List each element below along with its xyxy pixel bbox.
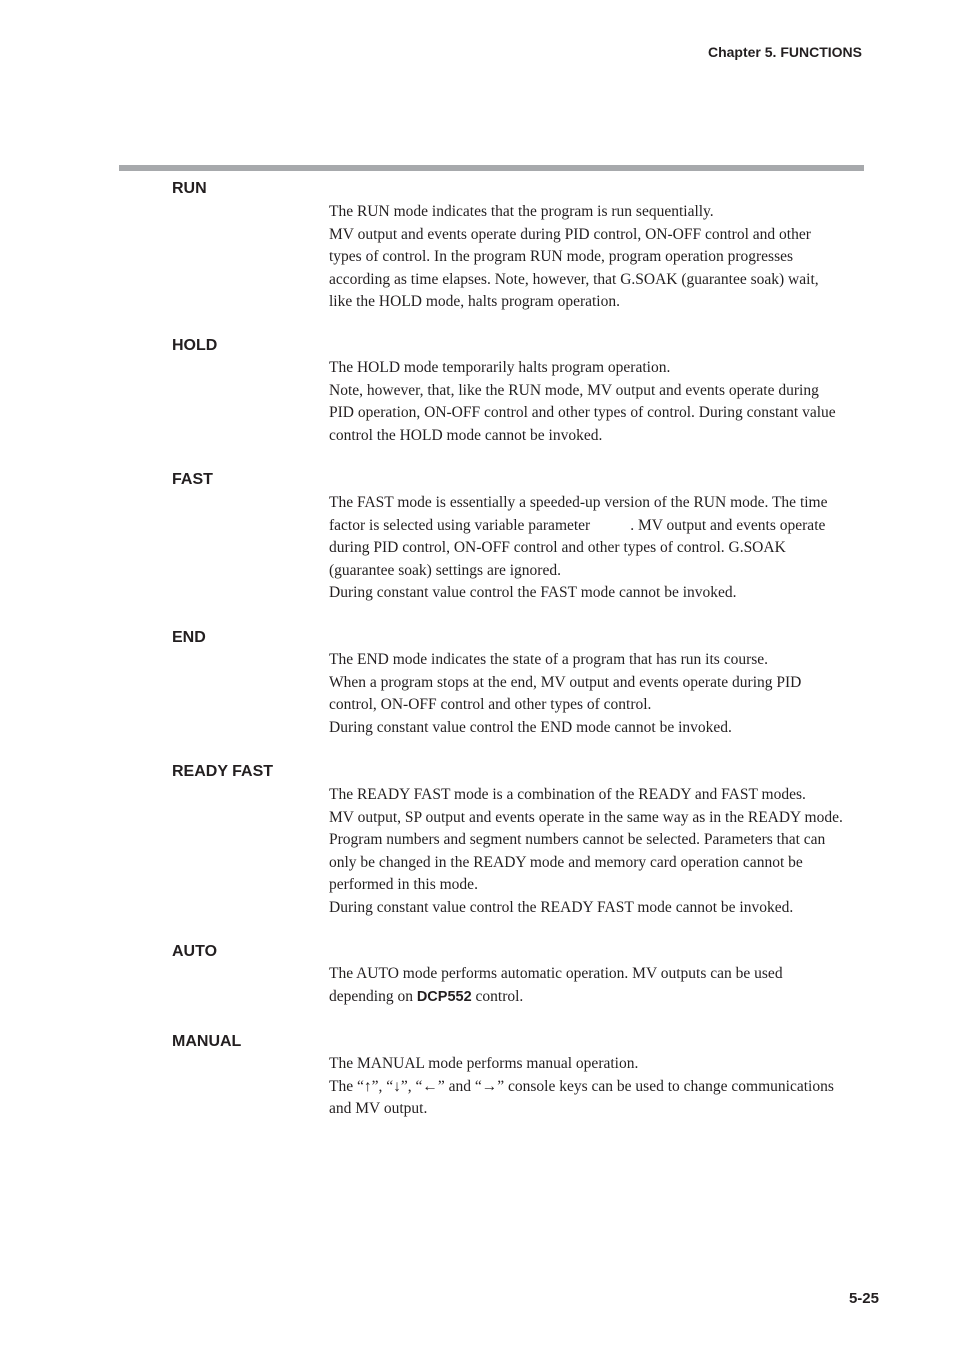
description-line: [329, 515, 869, 538]
description-line: Program numbers and segment numbers cannot be selected. Parameters that can: [329, 831, 826, 848]
description-line: control, ON-OFF control and other types of control.: [329, 696, 652, 713]
description-line: When a program stops at the end, MV output and events operate during PID: [329, 673, 802, 691]
description-line: During constant value control the FAST mode cannot be invoked.: [329, 584, 737, 601]
section-divider: [119, 165, 864, 171]
mode-description: [329, 649, 869, 739]
product-name: DCP552: [416, 988, 472, 1005]
mode-description: [329, 963, 869, 1008]
description-fragment: . MV output and events operate: [630, 516, 826, 534]
description-line: according as time elapses. Note, however, that G.SOAK (guarantee soak) wait,: [329, 270, 819, 288]
description-line: The MANUAL mode performs manual operation.: [329, 1055, 639, 1072]
description-line: The HOLD mode temporarily halts program operation.: [329, 359, 671, 376]
description-fragment: factor is selected using variable parameter: [329, 516, 591, 534]
description-line: like the HOLD mode, halts program operation.: [329, 293, 620, 310]
description-line: (guarantee soak) settings are ignored.: [329, 561, 561, 579]
chapter-header: Chapter 5. FUNCTIONS: [707, 44, 862, 60]
mode-term: RUN: [172, 180, 207, 197]
description-line: [329, 986, 869, 1009]
mode-description: [329, 492, 869, 605]
description-line: MV output, SP output and events operate in the same way as in the READY mode.: [329, 808, 843, 826]
description-line: during PID control, ON-OFF control and other types of control. G.SOAK: [329, 539, 786, 556]
description-line: During constant value control the READY FAST mode cannot be invoked.: [329, 898, 794, 916]
mode-term: AUTO: [172, 943, 218, 960]
description-line: Note, however, that, like the RUN mode, MV output and events operate during: [329, 381, 819, 399]
description-line: The “↑”, “↓”, “←” and “→” console keys can be used to change communications: [329, 1077, 834, 1095]
description-line: During constant value control the END mode cannot be invoked.: [329, 718, 732, 736]
description-line: performed in this mode.: [329, 876, 478, 893]
description-line: The RUN mode indicates that the program is run sequentially.: [329, 203, 714, 220]
description-line: PID operation, ON-OFF control and other types of control. During constant value: [329, 404, 836, 421]
description-line: The AUTO mode performs automatic operation. MV outputs can be used: [329, 965, 783, 982]
mode-description: [329, 1053, 869, 1121]
description-line: The READY FAST mode is a combination of the READY and FAST modes.: [329, 786, 806, 803]
mode-description: [329, 784, 869, 919]
description-line: control the HOLD mode cannot be invoked.: [329, 426, 603, 444]
description-line: The FAST mode is essentially a speeded-up version of the RUN mode. The time: [329, 494, 828, 511]
mode-term: FAST: [172, 471, 213, 488]
mode-description: [329, 201, 869, 314]
mode-term: READY FAST: [172, 763, 274, 780]
description-line: and MV output.: [329, 1100, 428, 1117]
description-line: MV output and events operate during PID control, ON-OFF control and other: [329, 225, 811, 243]
description-line: only be changed in the READY mode and memory card operation cannot be: [329, 853, 803, 871]
description-fragment: control.: [475, 987, 524, 1005]
mode-term: END: [172, 629, 206, 646]
page-number: 5-25: [848, 1290, 879, 1307]
description-fragment: depending on: [329, 987, 413, 1005]
description-line: types of control. In the program RUN mode, program operation progresses: [329, 248, 794, 265]
mode-term: MANUAL: [172, 1033, 242, 1050]
description-line: The END mode indicates the state of a program that has run its course.: [329, 651, 769, 668]
mode-description: [329, 357, 869, 447]
mode-term: HOLD: [172, 337, 218, 354]
